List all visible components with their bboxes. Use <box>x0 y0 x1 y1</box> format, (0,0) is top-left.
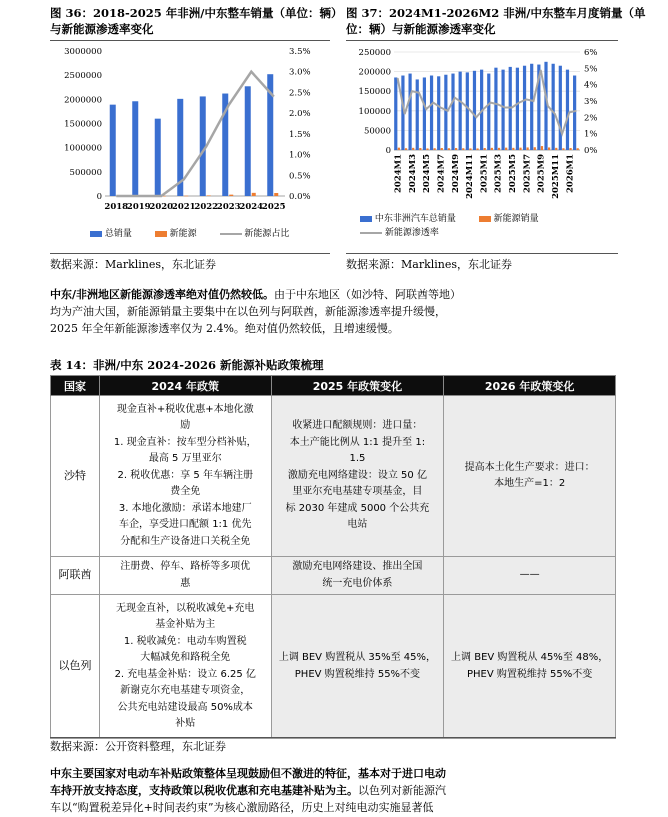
policy-2025-cell: 上调 BEV 购置税从 35%至 45%， PHEV 购置税维持 55%不变 <box>271 595 444 739</box>
table-source-rule <box>50 737 616 738</box>
x-tick-label: 2020 <box>149 202 174 212</box>
fig36-rule <box>50 40 330 41</box>
bar-nev <box>476 148 478 150</box>
fig37-rule <box>346 40 618 41</box>
bar-total <box>394 77 397 150</box>
x-tick-label: 2025M9 <box>536 154 547 193</box>
chart-annual-sales <box>50 42 340 252</box>
y2-tick-label: 2% <box>584 113 598 124</box>
table-row-saudi <box>51 396 616 557</box>
bar-nev <box>441 148 443 150</box>
header-2024: 2024 年政策 <box>99 376 271 396</box>
bar-total <box>245 86 251 196</box>
table-source: 数据来源：公开资料整理，东北证券 <box>50 740 226 753</box>
legend-label-nev: 新能源 <box>169 229 197 239</box>
bar-nev <box>555 148 557 150</box>
fig36-source-rule <box>50 253 330 254</box>
bar-nev <box>426 148 428 150</box>
bar-total <box>430 76 433 150</box>
bar-total <box>466 72 469 150</box>
bar-nev <box>498 148 500 150</box>
y2-tick-label: 0.0% <box>289 192 311 202</box>
legend-swatch-total <box>90 231 102 237</box>
x-tick-label: 2025 <box>261 202 286 212</box>
bar-nev <box>419 148 421 150</box>
y2-tick-label: 0.5% <box>289 171 311 182</box>
y-tick-label: 1500000 <box>64 119 102 130</box>
y2-tick-label: 6% <box>584 48 598 58</box>
legend-label-total: 总销量 <box>104 229 132 239</box>
fig37-title: 图 37：2024M1-2026M2 非洲/中东整车月度销量（单 位：辆）与新能源渗透率变化 <box>346 6 646 36</box>
x-tick-label: 2021 <box>171 202 196 212</box>
x-tick-label: 2025M7 <box>522 154 533 193</box>
table-row-uae <box>51 557 616 595</box>
x-tick-label: 2024 <box>239 202 264 212</box>
y-tick-label: 100000 <box>358 106 391 117</box>
paragraph-policy-summary: 中东主要国家对电动车补贴政策整体呈现鼓励但不激进的特征，基本对于进口电动 车持开放支持态度，支持政策以税收优惠和充电基建补贴为主。以色列对新能源汽 车以“购置税差异化+时间表约束”为核心激励路径，历史上对纯电动实施显著低 <box>50 767 446 814</box>
y-tick-label: 3000000 <box>64 47 102 57</box>
legend-label-share: 新能源占比 <box>244 229 290 239</box>
y-tick-label: 500000 <box>69 167 102 178</box>
bar-nev <box>527 147 529 150</box>
bar-total <box>408 74 411 150</box>
bar-nev <box>398 148 400 150</box>
fig36-title: 图 36：2018-2025 年非洲/中东整车销量（单位：辆） 与新能源渗透率变化 <box>50 6 343 36</box>
fig37-source: 数据来源：Marklines，东北证券 <box>346 258 513 271</box>
y-tick-label: 250000 <box>358 48 391 58</box>
policy-2026-cell: 上调 BEV 购置税从 45%至 48%， PHEV 购置税维持 55%不变 <box>444 595 616 739</box>
bar-total <box>110 105 116 196</box>
bar-total <box>437 76 440 150</box>
country-cell: 以色列 <box>51 595 100 739</box>
bar-total <box>487 74 490 150</box>
bar-nev <box>519 148 521 150</box>
bar-total <box>573 76 576 150</box>
bar-nev <box>252 193 256 196</box>
y2-tick-label: 4% <box>584 80 598 91</box>
y2-tick-label: 1% <box>584 129 598 140</box>
y-tick-label: 0 <box>385 146 391 156</box>
bar-nev <box>207 195 211 196</box>
policy-table <box>50 375 616 739</box>
bar-total <box>416 79 419 150</box>
x-tick-label: 2025M5 <box>508 154 519 193</box>
y-tick-label: 2500000 <box>64 71 102 82</box>
legend-swatch-nev <box>479 216 491 222</box>
y2-tick-label: 5% <box>584 64 598 75</box>
bar-nev <box>274 193 278 196</box>
x-tick-label: 2024M9 <box>450 154 461 193</box>
y-tick-label: 200000 <box>358 67 391 78</box>
bar-nev <box>448 148 450 150</box>
y2-tick-label: 3% <box>584 97 598 107</box>
y2-tick-label: 0% <box>584 146 598 156</box>
policy-2025-cell: 收紧进口配额规则：进口量： 本土产能比例从 1:1 提升至 1: 1.5 激励充电网络建设：设立 50 亿 里亚尔充电基建专项基金，目 标 2030 年建成 5000 个公共充 电站 <box>271 396 444 557</box>
legend-label-share: 新能源渗透率 <box>384 228 439 238</box>
bar-nev <box>462 148 464 150</box>
fig37-source-rule <box>346 253 618 254</box>
x-tick-label: 2026M1 <box>565 154 576 193</box>
bar-nev <box>505 148 507 150</box>
bar-nev <box>484 148 486 150</box>
bar-nev <box>562 148 564 150</box>
y2-tick-label: 2.5% <box>289 88 311 99</box>
x-tick-label: 2023 <box>216 202 241 212</box>
bar-total <box>473 71 476 150</box>
bar-nev <box>577 148 579 150</box>
x-tick-label: 2025M1 <box>479 154 490 193</box>
bar-total <box>444 75 447 150</box>
bar-total <box>516 68 519 150</box>
table-title: 表 14：非洲/中东 2024-2026 新能源补贴政策梳理 <box>50 358 324 372</box>
bar-nev <box>469 148 471 150</box>
x-tick-label: 2024M1 <box>393 154 404 193</box>
bar-nev <box>512 148 514 150</box>
fig36-legend <box>90 226 289 239</box>
bar-nev <box>541 146 543 150</box>
header-country: 国家 <box>51 376 100 396</box>
legend-swatch-share <box>360 232 382 234</box>
legend-label-nev: 新能源销量 <box>493 214 539 224</box>
x-tick-label: 2019 <box>126 202 151 212</box>
y2-tick-label: 2.0% <box>289 109 311 120</box>
bar-total <box>494 68 497 150</box>
legend-swatch-nev <box>155 231 167 237</box>
y-tick-label: 1000000 <box>64 143 102 154</box>
bar-nev <box>184 196 188 197</box>
fig36-source: 数据来源：Marklines，东北证券 <box>50 258 217 271</box>
legend-swatch-share <box>220 233 242 235</box>
bar-total <box>459 72 462 150</box>
bar-nev <box>412 148 414 150</box>
table-row-israel <box>51 595 616 739</box>
bar-nev <box>455 148 457 150</box>
bar-total <box>155 119 161 196</box>
country-cell: 阿联酋 <box>51 557 100 595</box>
bar-total <box>132 101 138 196</box>
bar-total <box>566 70 569 150</box>
paragraph-nev-penetration: 中东/非洲地区新能源渗透率绝对值仍然较低。由于中东地区（如沙特、阿联酋等地） 均为产油大国，新能源销量主要集中在以色列与阿联酋，新能源渗透率提升缓慢， 2025 年全年新能源渗透率仅为 2.4%。绝对值仍然较低，且增速缓慢。 <box>50 288 462 335</box>
bar-total <box>559 66 562 150</box>
y-tick-label: 150000 <box>358 87 391 98</box>
x-tick-label: 2018 <box>104 202 129 212</box>
bar-nev <box>434 148 436 150</box>
x-tick-label: 2025M11 <box>550 154 561 199</box>
bar-total <box>501 70 504 150</box>
y2-tick-label: 1.5% <box>289 129 311 140</box>
bar-nev <box>548 147 550 150</box>
header-2025: 2025 年政策变化 <box>271 376 444 396</box>
fig37-legend <box>360 212 620 240</box>
bar-nev <box>405 148 407 150</box>
table-header-row <box>51 376 616 396</box>
x-tick-label: 2024M3 <box>407 154 418 193</box>
x-tick-label: 2025M3 <box>493 154 504 193</box>
y2-tick-label: 3.5% <box>289 47 311 57</box>
policy-2024-cell: 无现金直补，以税收减免+充电 基金补贴为主 1. 税收减免：电动车购置税 大幅减免和路税全免 2. 充电基金补贴：设立 6.25 亿 新谢克尔充电基建专项资金， 公共充电站建设最高 50%成本 补贴 <box>99 595 271 739</box>
legend-label-total: 中东非洲汽车总销量 <box>374 214 456 224</box>
bar-total <box>552 64 555 150</box>
bar-total <box>530 64 533 150</box>
bar-total <box>423 77 426 150</box>
y2-tick-label: 1.0% <box>289 150 311 161</box>
bar-total <box>451 74 454 150</box>
bar-total <box>523 66 526 150</box>
bar-nev <box>229 195 233 196</box>
country-cell: 沙特 <box>51 396 100 557</box>
y2-tick-label: 3.0% <box>289 67 311 78</box>
x-tick-label: 2024M7 <box>436 154 447 193</box>
y-tick-label: 50000 <box>363 126 391 137</box>
x-tick-label: 2024M11 <box>465 154 476 199</box>
x-tick-label: 2022 <box>194 202 219 212</box>
bar-nev <box>569 148 571 150</box>
legend-swatch-total <box>360 216 372 222</box>
policy-2026-cell: 提高本土化生产要求：进口： 本地生产=1：2 <box>444 396 616 557</box>
policy-2024-cell: 现金直补+税收优惠+本地化激 励 1. 现金直补：按车型分档补贴， 最高 5 万里亚尔 2. 税收优惠：享 5 年车辆注册 费全免 3. 本地化激励：承诺本地建厂 车企，享受进口配额 1:1 优先 分配和生产设备进口关税全免 <box>99 396 271 557</box>
y-tick-label: 2000000 <box>64 95 102 106</box>
bar-nev <box>491 148 493 150</box>
policy-2025-cell: 激励充电网络建设、推出全国 统一充电价体系 <box>271 557 444 595</box>
header-2026: 2026 年政策变化 <box>444 376 616 396</box>
policy-2026-cell: —— <box>444 557 616 595</box>
y-tick-label: 0 <box>96 192 102 202</box>
policy-2024-cell: 注册费、停车、路桥等多项优 惠 <box>99 557 271 595</box>
bar-nev <box>534 147 536 150</box>
x-tick-label: 2024M5 <box>422 154 433 193</box>
